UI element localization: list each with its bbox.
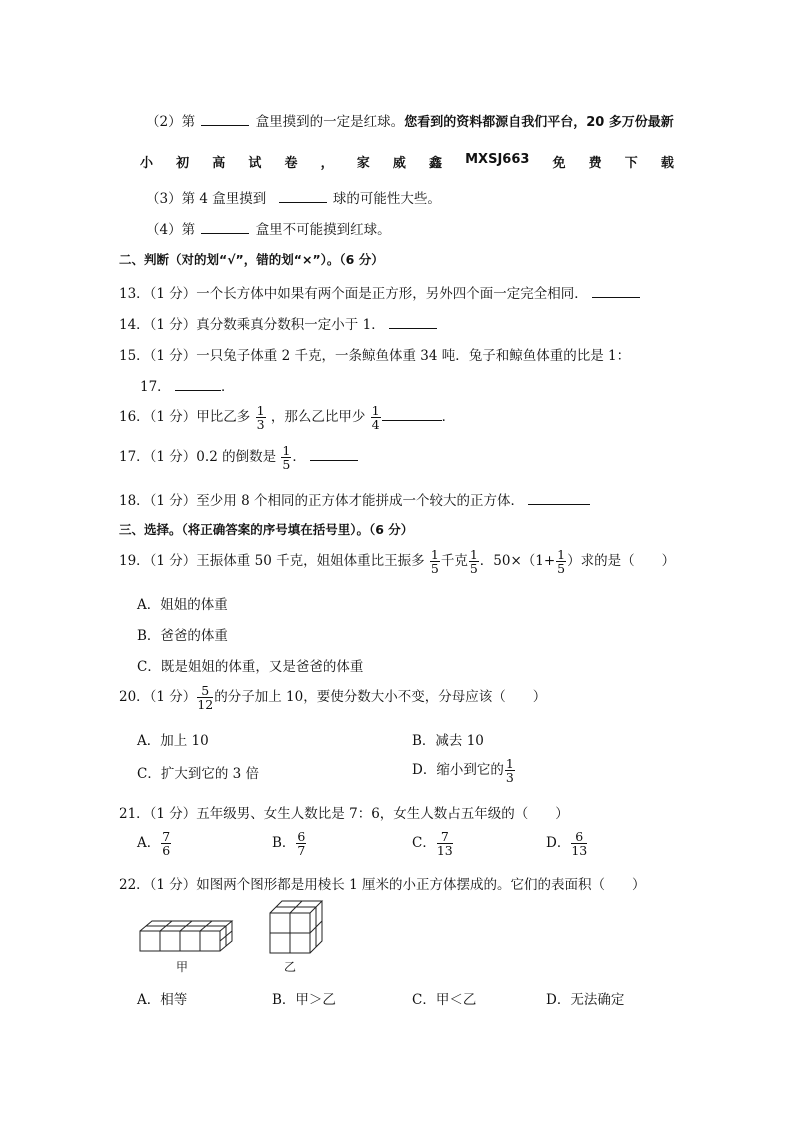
q19-t4: ）求的是（ ） xyxy=(567,553,676,570)
question-15-cont xyxy=(140,375,234,395)
q13-text: 13．（1 分）一个长方体中如果有两个面是正方形，另外四个面一定完全相同． xyxy=(119,286,588,302)
frac-den: 13 xyxy=(436,843,453,859)
ad-word: 载 xyxy=(660,156,674,171)
q19-option-a[interactable]: A．姐姐的体重 xyxy=(137,597,228,613)
question-22: 22．（1 分）如图两个图形都是用棱长 1 厘米的小正方体摆成的。它们的表面积（ ） xyxy=(119,877,646,893)
ad-word: 费 xyxy=(588,156,602,171)
q19-prefix: 19．（1 分）王振体重 50 千克，姐姐体重比王振多 xyxy=(119,553,425,570)
frac-den: 5 xyxy=(557,561,566,577)
q20-option-c[interactable]: C．扩大到它的 3 倍 xyxy=(137,766,260,782)
fraction-option xyxy=(437,830,453,857)
fraction-option xyxy=(296,830,306,857)
fraction-five-twelfths xyxy=(197,684,213,711)
opt-label: B． xyxy=(272,835,296,852)
frac-den: 5 xyxy=(430,561,439,577)
fraction-one-third xyxy=(505,757,515,784)
q17-end: ． xyxy=(292,449,306,466)
q15-line2: 17． xyxy=(140,379,171,395)
q20-suffix: 的分子加上 10，要使分数大小不变，分母应该（ ） xyxy=(214,689,547,706)
q12-p2-suffix: 盒里摸到的一定是红球。 xyxy=(255,114,405,130)
ad-word: 免 xyxy=(552,156,566,171)
figure-jia-cubes xyxy=(138,917,240,957)
q12-p2-prefix: （2）第 xyxy=(146,114,196,130)
fraction-one-third xyxy=(256,404,266,431)
q19-t3: ．50×（1+ xyxy=(479,553,556,570)
frac-num: 1 xyxy=(282,443,291,458)
ad-word: 家 xyxy=(356,156,370,171)
frac-den: 6 xyxy=(162,843,171,859)
question-13 xyxy=(119,282,640,302)
q18-text: 18．（1 分）至少用 8 个相同的正方体才能拼成一个较大的正方体． xyxy=(119,493,524,509)
frac-num: 1 xyxy=(505,756,514,771)
ad-word: 鑫 xyxy=(429,156,443,171)
q20-option-a[interactable]: A．加上 10 xyxy=(137,733,209,749)
q12-part4 xyxy=(146,218,391,238)
q19-option-c[interactable]: C．既是姐姐的体重，又是爸爸的体重 xyxy=(137,659,364,675)
q20-option-d[interactable] xyxy=(412,757,516,784)
frac-den: 3 xyxy=(256,417,265,433)
ad-word: ， xyxy=(320,156,334,171)
frac-den: 5 xyxy=(469,561,478,577)
ad-word: MXSJ663 xyxy=(465,152,530,167)
ad-word: 高 xyxy=(212,156,226,171)
frac-num: 1 xyxy=(430,547,439,562)
fraction-one-fifth xyxy=(281,444,291,471)
frac-den: 4 xyxy=(371,417,380,433)
q21-option-d[interactable] xyxy=(546,830,588,857)
figure-jia-label: 甲 xyxy=(176,960,189,974)
answer-blank[interactable] xyxy=(389,327,437,329)
q15-end: ． xyxy=(220,379,235,395)
answer-blank[interactable] xyxy=(201,124,249,126)
q14-text: 14．（1 分）真分数乘真分数积一定小于 1． xyxy=(119,317,385,333)
ad-word: 卷 xyxy=(284,156,298,171)
opt-label: A． xyxy=(137,835,161,852)
ad-line-spaced xyxy=(140,152,674,171)
answer-blank[interactable] xyxy=(201,232,249,234)
frac-den: 12 xyxy=(197,697,214,713)
question-14 xyxy=(119,313,437,333)
frac-den: 7 xyxy=(297,843,306,859)
fraction-one-fifth xyxy=(556,548,566,575)
answer-blank[interactable] xyxy=(382,419,442,421)
question-20 xyxy=(119,684,546,711)
q12-p4-suffix: 盒里不可能摸到红球。 xyxy=(255,222,391,238)
frac-num: 1 xyxy=(256,403,265,418)
frac-den: 3 xyxy=(505,770,514,786)
q12-part3 xyxy=(146,187,441,207)
question-15 xyxy=(119,344,630,364)
frac-den: 13 xyxy=(571,843,588,859)
ad-word: 下 xyxy=(624,156,638,171)
question-17 xyxy=(119,444,358,471)
q20-prefix: 20．（1 分） xyxy=(119,689,197,706)
question-19 xyxy=(119,548,675,575)
q12-p3-prefix: （3）第 4 盒里摸到 xyxy=(146,191,267,207)
frac-num: 1 xyxy=(371,403,380,418)
q19-t2: 千克 xyxy=(440,553,468,570)
ad-text: 您看到的资料都源自我们平台，20 多万份最新 xyxy=(404,115,674,130)
section-3-title: 三、选择。（将正确答案的序号填在括号里）。（6 分） xyxy=(119,522,414,537)
q15-line1: 15．（1 分）一只兔子体重 2 千克，一条鲸鱼体重 34 吨．兔子和鲸鱼体重的比是 1： xyxy=(119,348,631,364)
q17-prefix: 17．（1 分）0.2 的倒数是 xyxy=(119,449,277,466)
answer-blank[interactable] xyxy=(175,389,221,391)
opt-label: C． xyxy=(412,835,436,852)
frac-num: 5 xyxy=(197,684,213,698)
q21-option-a[interactable] xyxy=(137,830,172,857)
q19-option-b[interactable]: B．爸爸的体重 xyxy=(137,628,228,644)
fraction-one-fifth xyxy=(469,548,479,575)
q22-option-a[interactable]: A．相等 xyxy=(137,992,188,1008)
figure-yi-cube xyxy=(268,899,328,957)
question-18 xyxy=(119,489,590,509)
fraction-one-fifth xyxy=(430,548,440,575)
section-2-title: 二、判断（对的划“√”，错的划“×”）。（6 分） xyxy=(119,252,384,267)
q20-opt-d-prefix: D．缩小到它的 xyxy=(412,762,504,779)
frac-den: 5 xyxy=(282,457,291,473)
q22-option-c[interactable]: C．甲＜乙 xyxy=(412,992,477,1008)
q21-option-c[interactable] xyxy=(412,830,454,857)
fraction-option xyxy=(571,830,587,857)
ad-word: 初 xyxy=(176,156,190,171)
q12-part2 xyxy=(146,110,674,130)
frac-num: 7 xyxy=(162,829,171,844)
question-21: 21．（1 分）五年级男、女生人数比是 7：6，女生人数占五年级的（ ） xyxy=(119,806,569,822)
frac-num: 1 xyxy=(557,547,566,562)
answer-blank[interactable] xyxy=(592,296,640,298)
answer-blank[interactable] xyxy=(528,503,590,505)
q21-option-b[interactable] xyxy=(272,830,307,857)
q16-mid: ，那么乙比甲少 xyxy=(270,409,366,426)
q22-option-d[interactable]: D．无法确定 xyxy=(546,992,625,1008)
figure-yi-label: 乙 xyxy=(284,960,297,974)
answer-blank[interactable] xyxy=(279,201,327,203)
frac-num: 7 xyxy=(437,830,453,844)
q20-option-b[interactable]: B．减去 10 xyxy=(412,733,484,749)
q22-option-b[interactable]: B．甲＞乙 xyxy=(272,992,336,1008)
answer-blank[interactable] xyxy=(310,459,358,461)
ad-word: 试 xyxy=(248,156,262,171)
q12-p4-prefix: （4）第 xyxy=(146,222,196,238)
opt-label: D． xyxy=(546,835,571,852)
frac-num: 6 xyxy=(571,830,587,844)
fraction-option xyxy=(161,830,171,857)
question-16 xyxy=(119,404,455,431)
ad-word: 小 xyxy=(140,156,154,171)
fraction-one-fourth xyxy=(371,404,381,431)
q16-prefix: 16．（1 分）甲比乙多 xyxy=(119,409,251,426)
frac-num: 6 xyxy=(297,829,306,844)
frac-num: 1 xyxy=(469,547,478,562)
q12-p3-suffix: 球的可能性大些。 xyxy=(332,191,441,207)
q16-end: ． xyxy=(441,409,456,426)
ad-word: 威 xyxy=(392,156,406,171)
